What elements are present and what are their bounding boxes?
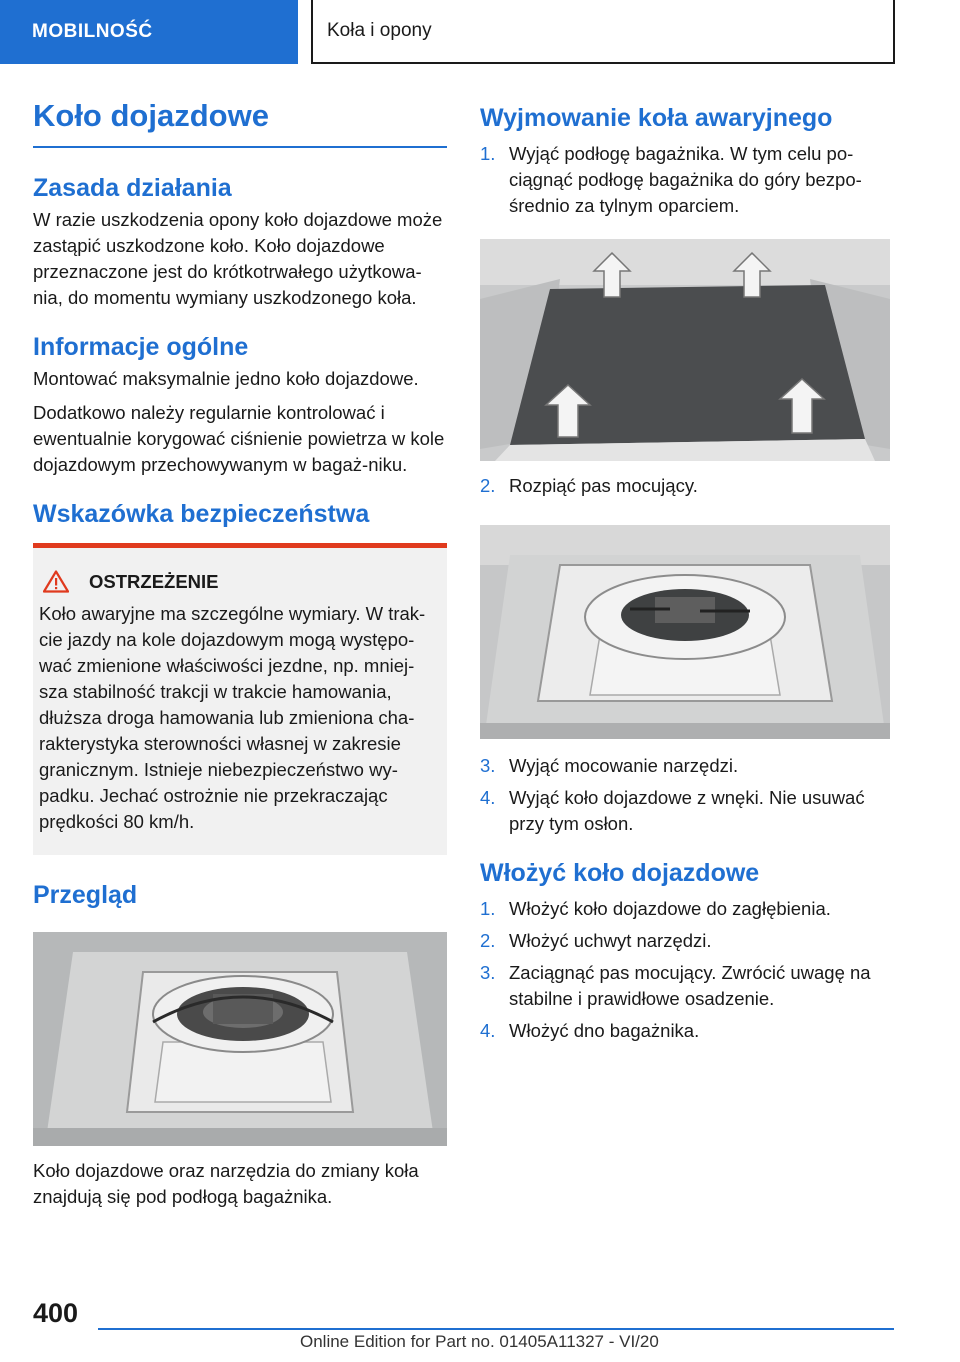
- warning-text: Koło awaryjne ma szczególne wymiary. W trak-cie jazdy na kole dojazdowym mogą występo-wać zmienione właściwości jezdne, np. mniej-sza stabilność trakcji w trakcie hamowania, dłuższa droga hamowania lub zmieniona cha-rakterystyka sterowności własnej w zakresie granicznym. Istnieje niebezpieczeństwo wy-padku. Jechać ostrożnie nie przekraczając prędkości 80 km/h.: [39, 603, 426, 832]
- text-zasada: W razie uszkodzenia opony koło dojazdowe może zastąpić uszkodzone koło. Koło dojazdowe przeznaczone jest do krótkotrwałego użytkowa-nia, do momentu wymiany uszkodzonego koła.: [33, 209, 443, 308]
- spare-wheel-well-photo: [480, 525, 890, 739]
- warning-triangle-icon: [43, 570, 69, 593]
- left-column: [33, 98, 447, 1210]
- step-text: Wyjąć podłogę bagażnika. W tym celu po-ciągnąć podłogę bagażnika do góry bezpo-średnio za tylnym oparciem.: [509, 143, 862, 216]
- steps-remove-3: [480, 753, 890, 837]
- heading-wlozyc: Włożyć koło dojazdowe: [480, 859, 760, 887]
- step-text: Wyjąć koło dojazdowe z wnęki. Nie usuwać przy tym osłon.: [509, 787, 865, 834]
- list-item: [480, 785, 890, 837]
- step-number: 2.: [480, 475, 496, 496]
- heading-wyjmowanie: Wyjmowanie koła awaryjnego: [480, 104, 833, 132]
- footer-divider: [98, 1328, 894, 1330]
- warning-box: [33, 543, 447, 855]
- step-text: Rozpiąć pas mocujący.: [509, 475, 698, 496]
- trunk-floor-photo: [480, 239, 890, 461]
- heading-zasada: Zasada działania: [33, 174, 232, 202]
- step-number: 3.: [480, 755, 496, 776]
- heading-przeglad: Przegląd: [33, 881, 138, 909]
- page-number: 400: [33, 1298, 79, 1328]
- step-number: 3.: [480, 962, 496, 983]
- chapter-tab: Koła i opony: [311, 0, 895, 64]
- list-item: [480, 473, 890, 499]
- step-number: 2.: [480, 930, 496, 951]
- list-item: [480, 141, 890, 219]
- list-item: [480, 928, 890, 954]
- steps-remove: [480, 141, 890, 219]
- heading-wskazowka: Wskazówka bezpieczeństwa: [33, 500, 370, 528]
- section-tab: MOBILNOŚĆ: [0, 0, 298, 64]
- step-text: Zaciągnąć pas mocujący. Zwrócić uwagę na stabilne i prawidłowe osadzenie.: [509, 962, 871, 1009]
- warning-title: OSTRZEŻENIE: [89, 570, 219, 592]
- steps-remove-2: [480, 473, 890, 499]
- overview-caption: Koło dojazdowe oraz narzędzia do zmiany koła znajdują się pod podłogą bagażnika.: [33, 1160, 419, 1207]
- step-text: Włożyć uchwyt narzędzi.: [509, 930, 712, 951]
- steps-insert: [480, 896, 890, 1044]
- list-item: [480, 1018, 890, 1044]
- step-text: Włożyć dno bagażnika.: [509, 1020, 700, 1041]
- step-number: 4.: [480, 787, 496, 808]
- trunk-overview-photo: [33, 932, 447, 1146]
- right-column: [480, 98, 890, 1050]
- text-informacje-2: Dodatkowo należy regularnie kontrolować i ewentualnie korygować ciśnienie powietrza w kole dojazdowym przechowywanym w bagaż-niku.: [33, 402, 445, 475]
- text-informacje-1: Montować maksymalnie jedno koło dojazdowe.: [33, 368, 419, 389]
- page-title: Koło dojazdowe: [33, 98, 447, 148]
- list-item: [480, 896, 890, 922]
- heading-informacje: Informacje ogólne: [33, 333, 249, 361]
- step-number: 1.: [480, 143, 496, 164]
- edition-note: Online Edition for Part no. 01405A11327 - VI/20: [300, 1332, 659, 1351]
- list-item: [480, 960, 890, 1012]
- step-number: 1.: [480, 898, 496, 919]
- list-item: [480, 753, 890, 779]
- step-text: Wyjąć mocowanie narzędzi.: [509, 755, 739, 776]
- step-text: Włożyć koło dojazdowe do zagłębienia.: [509, 898, 831, 919]
- step-number: 4.: [480, 1020, 496, 1041]
